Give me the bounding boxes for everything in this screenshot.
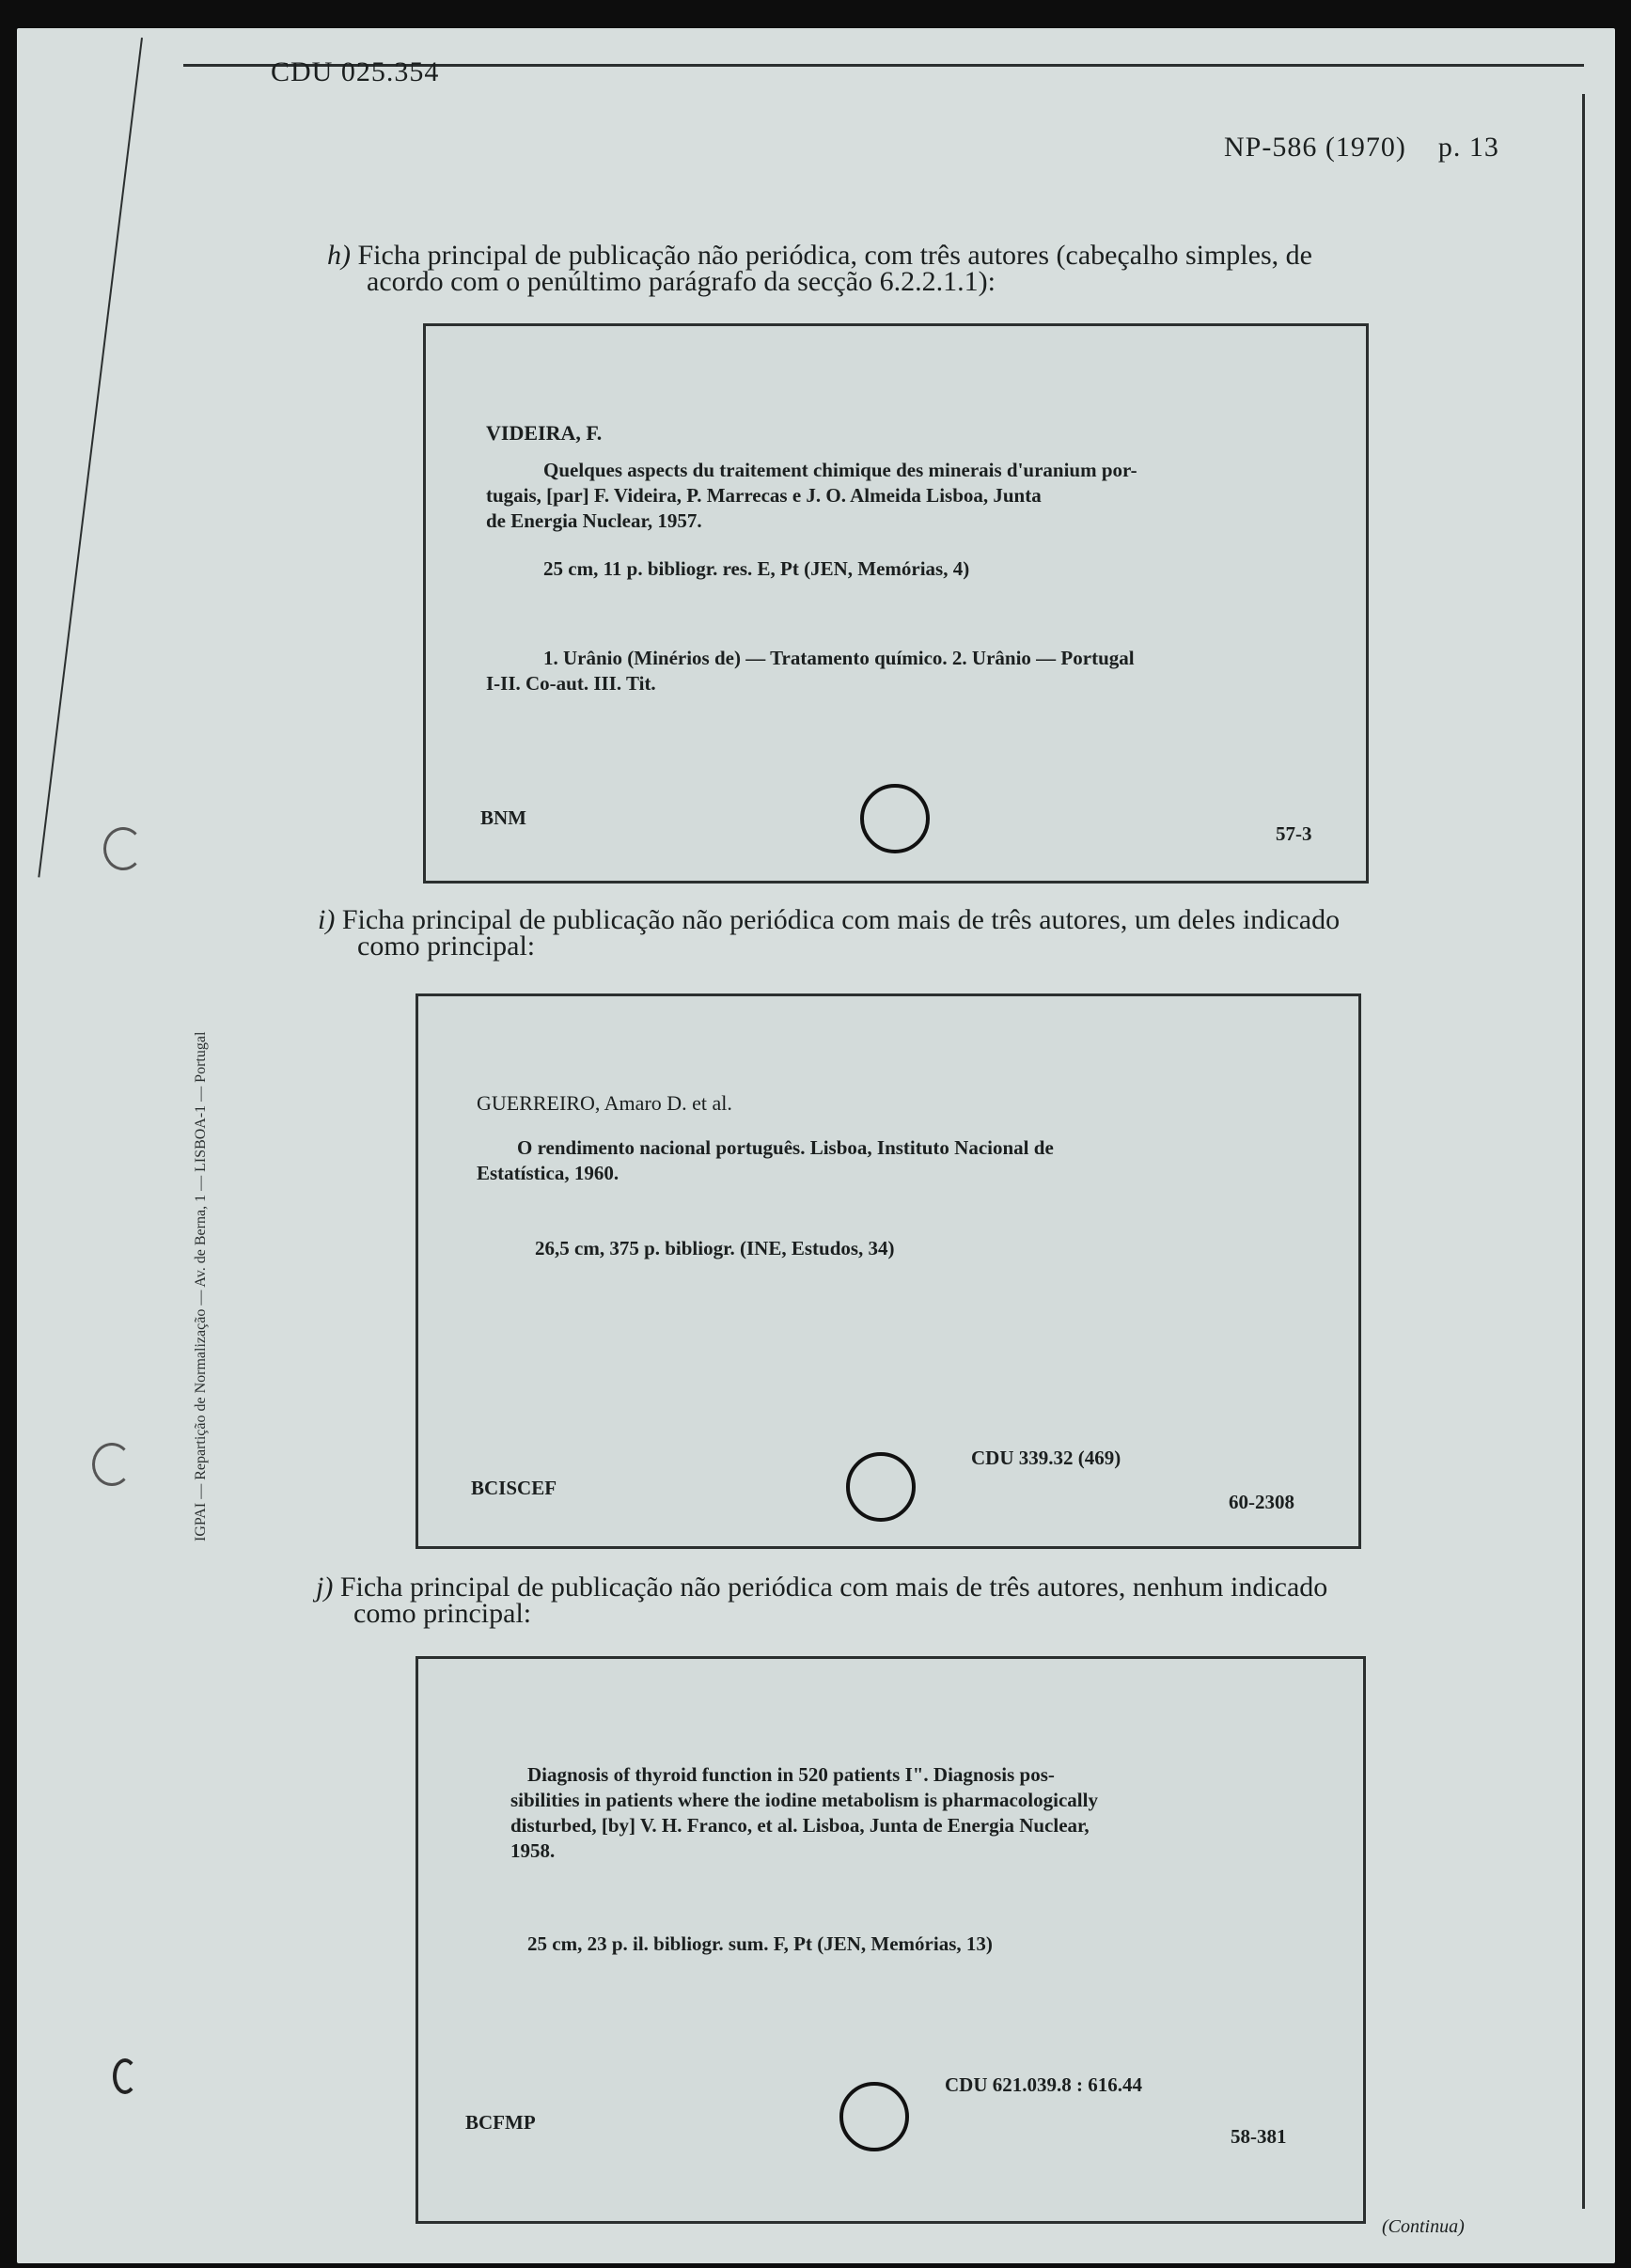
- card-body-line: 1958.: [510, 1839, 556, 1862]
- section-h-heading: [327, 242, 1312, 295]
- card-heading: GUERREIRO, Amaro D. et al.: [477, 1091, 732, 1115]
- page-number: p. 13: [1437, 132, 1499, 163]
- catalog-card-i: [416, 993, 1361, 1549]
- card-body-line: Diagnosis of thyroid function in 520 patients I". Diagnosis pos-: [527, 1763, 1055, 1786]
- heading-line: Ficha principal de publicação não periódica, com três autores (cabeçalho simples, de: [357, 240, 1312, 271]
- catalog-card-h: [423, 323, 1369, 884]
- card-cdu: CDU 339.32 (469): [971, 1447, 1121, 1469]
- punch-hole-mark: [103, 827, 143, 870]
- card-punch-hole: [839, 2082, 909, 2151]
- section-label: h): [327, 240, 351, 271]
- header-ref: [1224, 132, 1499, 164]
- side-imprint: IGPAI — Repartição de Normalização — Av. de Berna, 1 — LISBOA-1 — Portugal: [193, 1031, 209, 1541]
- card-collation: 26,5 cm, 375 p. bibliogr. (INE, Estudos, 34): [535, 1237, 895, 1259]
- section-i-heading: [318, 904, 1341, 962]
- standard-reference: NP-586 (1970): [1224, 132, 1406, 163]
- card-collation: 25 cm, 23 p. il. bibliogr. sum. F, Pt (JEN, Memórias, 13): [527, 1932, 993, 1955]
- card-tracing-line: 1. Urânio (Minérios de) — Tratamento químico. 2. Urânio — Portugal: [543, 647, 1135, 669]
- card-number: 58-381: [1231, 2125, 1287, 2148]
- card-body-line: disturbed, [by] V. H. Franco, et al. Lisboa, Junta de Energia Nuclear,: [510, 1814, 1090, 1837]
- card-tracing-line: I-II. Co-aut. III. Tit.: [486, 672, 656, 695]
- heading-line: Ficha principal de publicação não periódica com mais de três autores, um deles indicado: [341, 904, 1341, 935]
- card-heading: VIDEIRA, F.: [486, 421, 603, 445]
- card-body-line: O rendimento nacional português. Lisboa, Instituto Nacional de: [517, 1136, 1054, 1159]
- card-cdu: CDU 621.039.8 : 616.44: [945, 2073, 1142, 2096]
- card-punch-hole: [846, 1452, 916, 1522]
- card-library: BCFMP: [465, 2111, 536, 2134]
- punch-hole-mark: [113, 2058, 137, 2094]
- heading-line: como principal:: [357, 931, 536, 962]
- heading-line: acordo com o penúltimo parágrafo da secção 6.2.2.1.1):: [367, 266, 996, 297]
- card-body-line: tugais, [par] F. Videira, P. Marrecas e J. O. Almeida Lisboa, Junta: [486, 484, 1042, 507]
- section-label: i): [318, 904, 336, 935]
- card-body-line: de Energia Nuclear, 1957.: [486, 509, 702, 532]
- card-number: 60-2308: [1229, 1491, 1294, 1513]
- card-punch-hole: [860, 784, 930, 853]
- section-j-heading: [316, 1574, 1327, 1627]
- punch-hole-mark: [92, 1443, 132, 1486]
- card-library: BNM: [480, 806, 526, 829]
- card-body-line: sibilities in patients where the iodine metabolism is pharmacologically: [510, 1789, 1098, 1811]
- heading-line: como principal:: [353, 1598, 532, 1629]
- card-body-line: Estatística, 1960.: [477, 1162, 619, 1184]
- header-cdu: CDU 025.354: [271, 56, 440, 87]
- heading-line: Ficha principal de publicação não periódica com mais de três autores, nenhum indicado: [339, 1572, 1328, 1603]
- card-collation: 25 cm, 11 p. bibliogr. res. E, Pt (JEN, Memórias, 4): [543, 557, 970, 580]
- card-body-line: Quelques aspects du traitement chimique des minerais d'uranium por-: [543, 459, 1137, 481]
- continua-note: (Continua): [1382, 2216, 1465, 2237]
- card-number: 57-3: [1276, 822, 1312, 845]
- right-rule: [1582, 94, 1585, 2209]
- section-label: j): [316, 1572, 334, 1603]
- card-library: BCISCEF: [471, 1477, 557, 1499]
- catalog-card-j: [416, 1656, 1366, 2224]
